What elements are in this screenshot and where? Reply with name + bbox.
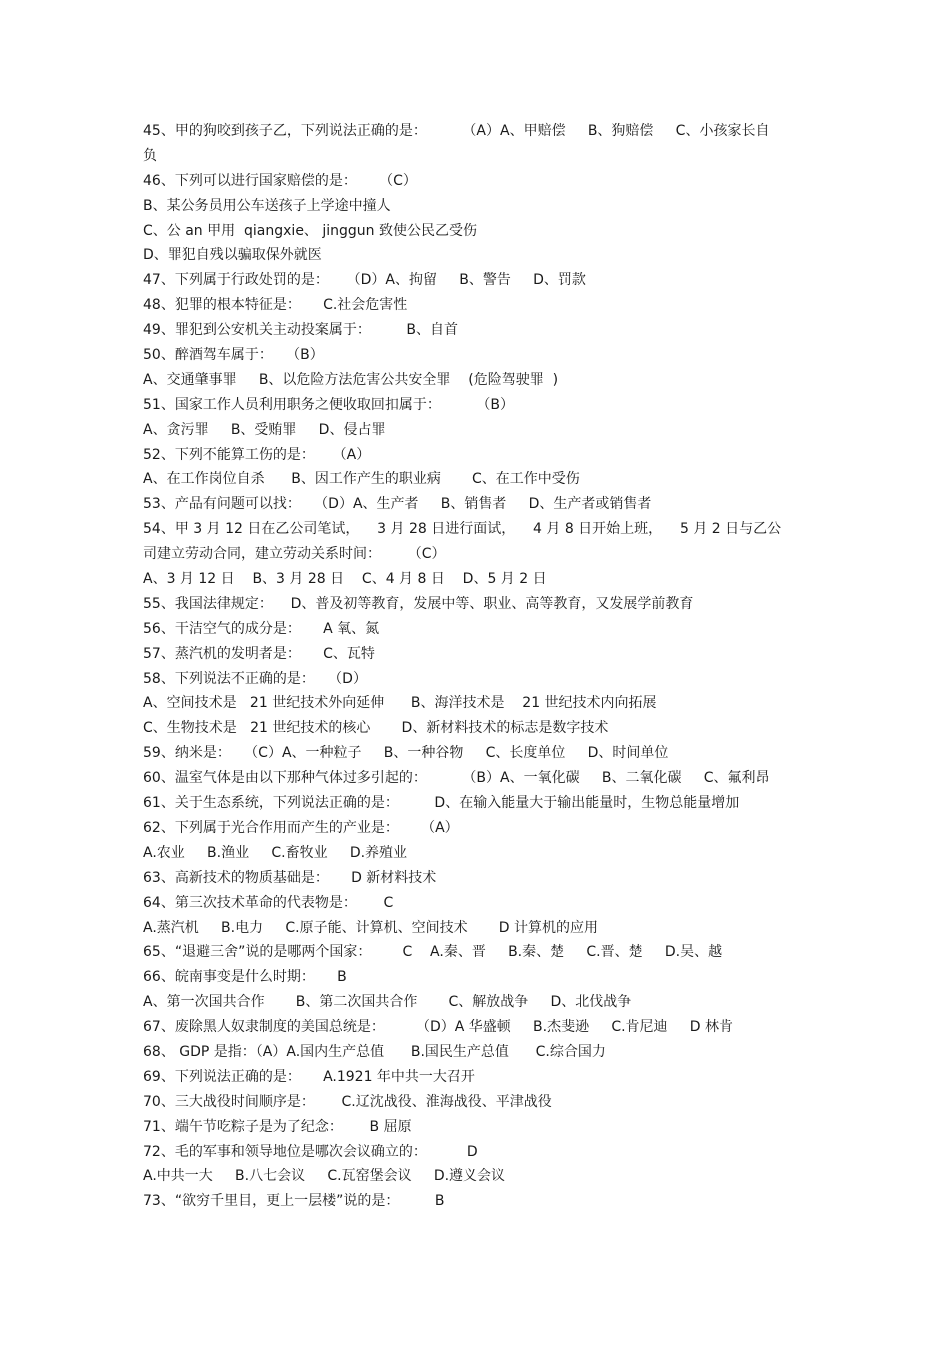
text-line: 45、甲的狗咬到孩子乙，下列说法正确的是： （A）A、甲赔偿 B、狗赔偿 C、小孩家长自 bbox=[143, 123, 770, 139]
text-line: 58、下列说法不正确的是： （D） bbox=[143, 670, 367, 687]
text-line: 49、罪犯到公安机关主动投案属于： B、自首 bbox=[143, 322, 459, 339]
text-line: 61、关于生态系统，下列说法正确的是： D、在输入能量大于输出能量时，生物总能量增加 bbox=[143, 795, 740, 812]
text-line: A.蒸汽机 B.电力 C.原子能、计算机、空间技术 D 计算机的应用 bbox=[143, 919, 598, 936]
text-line: 66、皖南事变是什么时期： B bbox=[143, 969, 347, 986]
text-line: A、3 月 12 日 B、3 月 28 日 C、4 月 8 日 D、5 月 2 日 bbox=[143, 571, 547, 588]
text-line: A、第一次国共合作 B、第二次国共合作 C、解放战争 D、北伐战争 bbox=[143, 994, 632, 1011]
text-line: 负 bbox=[143, 147, 157, 164]
text-line: 52、下列不能算工伤的是： （A） bbox=[143, 446, 371, 463]
text-line: 62、下列属于光合作用而产生的产业是： （A） bbox=[143, 819, 459, 836]
text-line: C、公 an 甲用 qiangxie、 jinggun 致使公民乙受伤 bbox=[143, 222, 478, 239]
text-line: 71、端午节吃粽子是为了纪念： B 屈原 bbox=[143, 1118, 412, 1135]
text-line: A.中共一大 B.八七会议 C.瓦窑堡会议 D.遵义会议 bbox=[143, 1168, 506, 1185]
document-body bbox=[143, 119, 808, 1214]
text-line: A.农业 B.渔业 C.畜牧业 D.养殖业 bbox=[143, 844, 408, 861]
text-line: 51、国家工作人员利用职务之便收取回扣属于： （B） bbox=[143, 396, 515, 413]
text-line: 70、三大战役时间顺序是： C.辽沈战役、淮海战役、平津战役 bbox=[143, 1093, 552, 1110]
text-line: 53、产品有问题可以找： （D）A、生产者 B、销售者 D、生产者或销售者 bbox=[143, 496, 652, 513]
text-line: 67、废除黑人奴隶制度的美国总统是： （D）A 华盛顿 B.杰斐逊 C.肯尼迪 D 林肯 bbox=[143, 1019, 734, 1036]
text-line: 63、高新技术的物质基础是： D 新材料技术 bbox=[143, 869, 437, 886]
text-line: A、空间技术是 21 世纪技术外向延伸 B、海洋技术是 21 世纪技术内向拓展 bbox=[143, 695, 657, 712]
text-line: 72、毛的军事和领导地位是哪次会议确立的： D bbox=[143, 1143, 478, 1160]
text-line: 46、下列可以进行国家赔偿的是： （C） bbox=[143, 172, 417, 189]
text-line: 65、“退避三舍”说的是哪两个国家： C A.秦、晋 B.秦、楚 C.晋、楚 D.吴、越 bbox=[143, 944, 723, 961]
text-line: 59、纳米是： （C）A、一种粒子 B、一种谷物 C、长度单位 D、时间单位 bbox=[143, 745, 669, 762]
text-line: 68、 GDP 是指：（A）A.国内生产总值 B.国民生产总值 C.综合国力 bbox=[143, 1043, 606, 1060]
text-line: B、某公务员用公车送孩子上学途中撞人 bbox=[143, 197, 391, 214]
text-line: A、在工作岗位自杀 B、因工作产生的职业病 C、在工作中受伤 bbox=[143, 471, 580, 488]
text-line: 54、甲 3 月 12 日在乙公司笔试， 3 月 28 日进行面试， 4 月 8 日开始上班， 5 月 2 日与乙公 bbox=[143, 521, 782, 538]
text-line: 60、温室气体是由以下那种气体过多引起的： （B）A、一氧化碳 B、二氧化碳 C、氟利昂 bbox=[143, 770, 770, 787]
text-line: 50、醉酒驾车属于： （B） bbox=[143, 347, 324, 364]
text-line: 48、犯罪的根本特征是： C.社会危害性 bbox=[143, 297, 408, 314]
text-line: 64、第三次技术革命的代表物是： C bbox=[143, 894, 394, 911]
text-line: D、罪犯自残以骗取保外就医 bbox=[143, 247, 322, 264]
text-line: A、贪污罪 B、受贿罪 D、侵占罪 bbox=[143, 421, 386, 438]
text-line: 69、下列说法正确的是： A.1921 年中共一大召开 bbox=[143, 1068, 475, 1085]
text-line: 55、我国法律规定： D、普及初等教育，发展中等、职业、高等教育，又发展学前教育 bbox=[143, 595, 694, 612]
text-line: C、生物技术是 21 世纪技术的核心 D、新材料技术的标志是数字技术 bbox=[143, 720, 609, 737]
text-line: 47、下列属于行政处罚的是： （D）A、拘留 B、警告 D、罚款 bbox=[143, 272, 586, 289]
text-line: 57、蒸汽机的发明者是： C、瓦特 bbox=[143, 645, 375, 662]
text-line: A、交通肇事罪 B、以危险方法危害公共安全罪 (危险驾驶罪 ) bbox=[143, 371, 559, 388]
text-line: 司建立劳动合同，建立劳动关系时间： （C） bbox=[143, 546, 446, 563]
text-line: 73、“欲穷千里目，更上一层楼”说的是： B bbox=[143, 1193, 445, 1210]
text-line: 56、干洁空气的成分是： A 氧、氮 bbox=[143, 620, 380, 637]
